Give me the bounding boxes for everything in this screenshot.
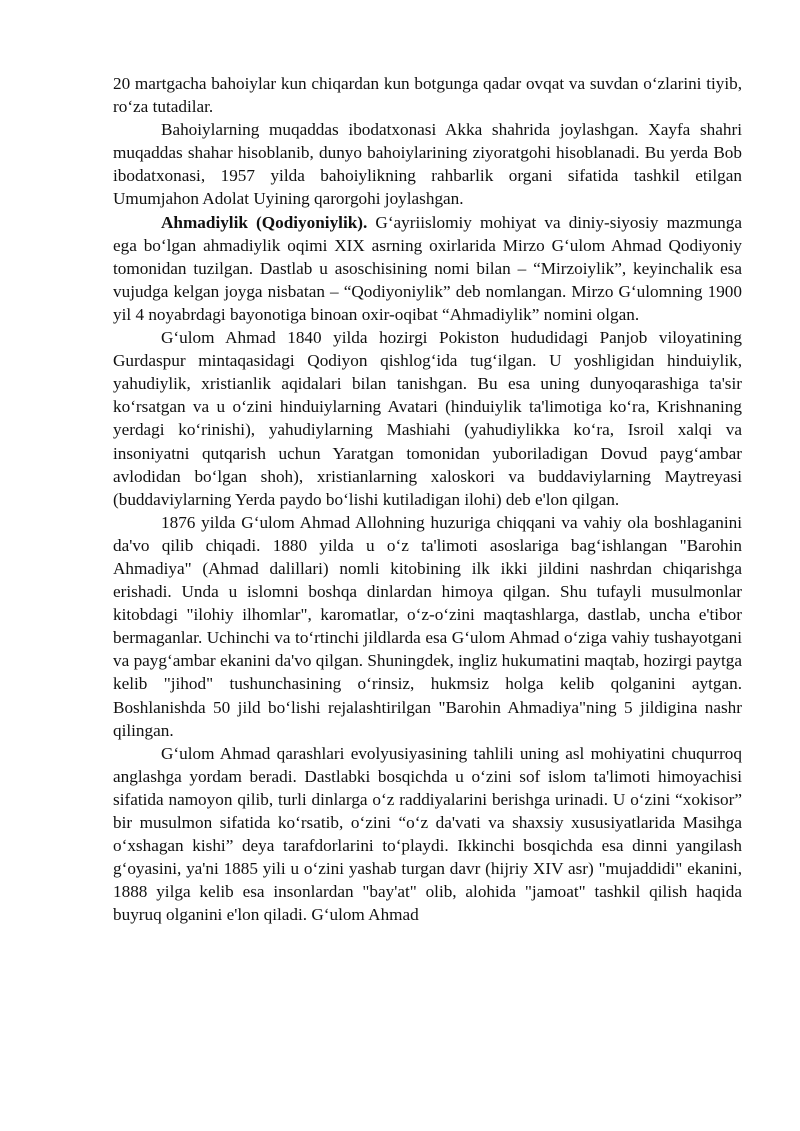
- section-heading-ahmadiylik: Ahmadiylik (Qodiyoniylik).: [161, 212, 368, 232]
- paragraph-4-text: G‘ulom Ahmad 1840 yilda hozirgi Pokiston hududidagi Panjob viloyatining Gurdaspur mintaqasidagi Qodiyon qishlog‘ida tug‘ilgan. U yoshligidan hinduiylik, yahudiylik, xristianlik aqidalari bilan tanishgan. Bu esa uning dunyoqarashiga ta'sir ko‘rsatgan va u o‘zini hinduiylarning Avatari (hinduiylik ta'limotiga ko‘ra, Krishnaning yerdagi ko‘rinishi), yahudiylarning Mashiahi (yahudiylikka ko‘ra, Isroil xalqi va insoniyatni qutqarish uchun Yaratgan tomonidan yuboriladigan Dovud payg‘ambar avlodidan bo‘lgan shoh), xristianlarning xaloskori va buddaviylarning Maytreyasi (buddaviylarning Yerda paydo bo‘lishi kutiladigan ilohi) deb e'lon qilgan.: [113, 328, 742, 509]
- paragraph-5: [113, 511, 742, 742]
- paragraph-6-text: G‘ulom Ahmad qarashlari evolyusiyasining tahlili uning asl mohiyatini chuqurroq anglashga yordam beradi. Dastlabki bosqichda u o‘zini sof islom ta'limoti himoyachisi sifatida namoyon qilib, turli dinlarga o‘z raddiyalarini berishga urinadi. U o‘zini “xokisor” bir musulmon sifatida ko‘rsatib, o‘zini “o‘z da'vati va shaxsiy xususiyatlarida Masihga o‘xshagan kishi” deya tarafdorlarini to‘playdi. Ikkinchi bosqichda esa dinni yangilash g‘oyasini, ya'ni 1885 yili u o‘zini yashab turgan davr (hijriy XIV asr) "mujaddidi" ekanini, 1888 yilga kelib esa insonlardan "bay'at" olib, alohida "jamoat" tashkil qilish haqida buyruq olganini e'lon qiladi. G‘ulom Ahmad: [113, 743, 742, 925]
- paragraph-1: [113, 72, 742, 118]
- paragraph-5-text: 1876 yilda G‘ulom Ahmad Allohning huzuriga chiqqani va vahiy ola boshlaganini da'vo qilib chiqadi. 1880 yilda u o‘z ta'limoti asoslariga bag‘ishlangan "Barohin Ahmadiya" (Ahmad dalillari) nomli kitobining ilk ikki jildini nashrdan chiqarishga erishadi. Unda u islomni boshqa dinlardan himoya qilgan. Shu tufayli musulmonlar kitobdagi "ilohiy ilhomlar", karomatlar, o‘z-o‘zini maqtashlarga, dastlab, uncha e'tibor bermaganlar. Uchinchi va to‘rtinchi jildlarda esa G‘ulom Ahmad o‘ziga vahiy tushayotgani va payg‘ambar ekanini da'vo qilgan. Shuningdek, ingliz hukumatini maqtab, hozirgi paytga kelib "jihod" tushunchasining o‘rinsiz, hukmsiz holga kelib qolganini aytgan. Boshlanishda 50 jild bo‘lishi rejalashtirilgan "Barohin Ahmadiya"ning 5 jildigina nashr qilingan.: [113, 512, 742, 740]
- paragraph-1-text: 20 martgacha bahoiylar kun chiqardan kun botgunga qadar ovqat va suvdan o‘zlarini tiyib, ro‘za tutadilar.: [113, 74, 742, 117]
- paragraph-2: [113, 118, 742, 210]
- paragraph-6: [113, 742, 742, 927]
- paragraph-4: [113, 326, 742, 511]
- document-page: [113, 72, 742, 926]
- paragraph-2-text: Bahoiylarning muqaddas ibodatxonasi Akka shahrida joylashgan. Xayfa shahri muqaddas shahar hisoblanib, dunyo bahoiylarining ziyoratgohi hisoblanadi. Bu yerda Bob ibodatxonasi, 1957 yilda bahoiylikning rahbarlik organi sifatida tashkil etilgan Umumjahon Adolat Uyining qarorgohi joylashgan.: [113, 120, 742, 209]
- paragraph-3: [113, 211, 742, 326]
- paragraph-3-text: G‘ayriislomiy mohiyat va diniy-siyosiy mazmunga ega bo‘lgan ahmadiylik oqimi XIX asrning oxirlarida Mirzo G‘ulom Ahmad Qodiyoniy tomonidan tuzilgan. Dastlab u asoschisining nomi bilan – “Mirzoiylik”, keyinchalik esa vujudga kelgan joyga nisbatan – “Qodiyoniylik” deb nomlangan. Mirzo G‘ulomning 1900 yil 4 noyabrdagi bayonotiga binoan oxir-oqibat “Ahmadiylik” nomini olgan.: [113, 212, 742, 324]
